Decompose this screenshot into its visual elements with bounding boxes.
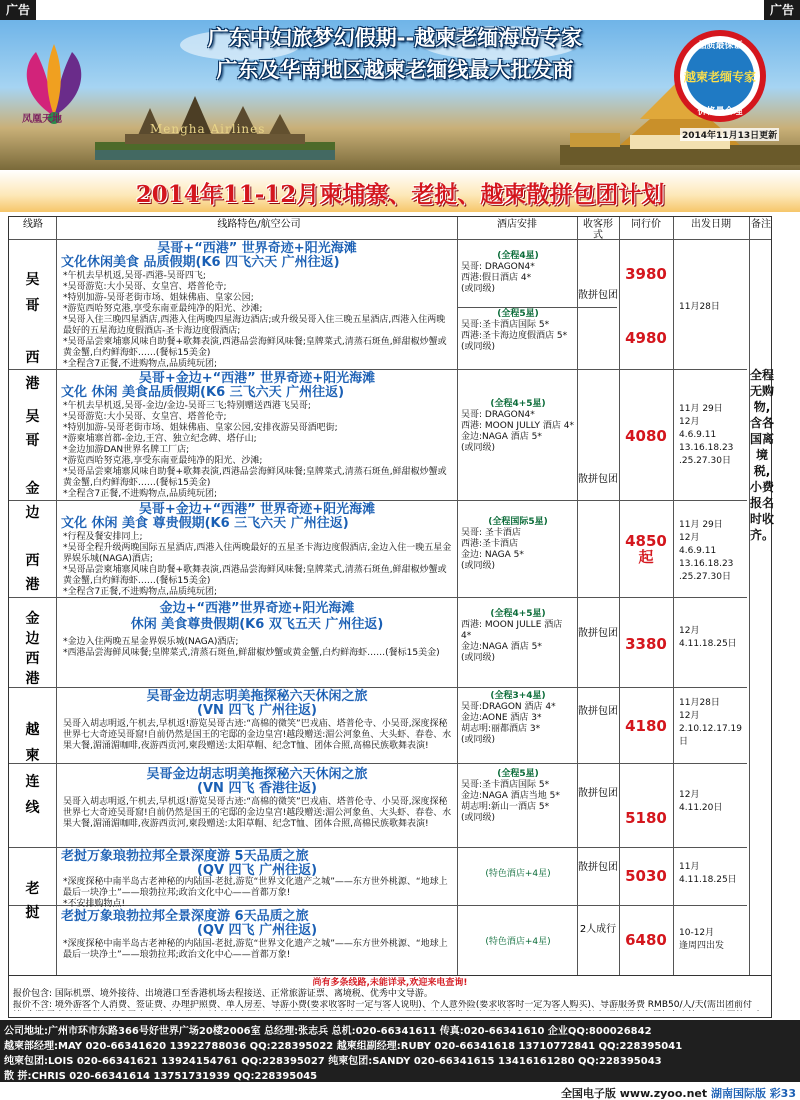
- airline-text: Mengha Airlines: [150, 122, 266, 136]
- footer-site: 全国电子版 www.zyoo.net: [560, 1087, 708, 1100]
- hotel-option: [461, 609, 575, 664]
- stamp-center-text: 越柬老缅专家: [683, 70, 757, 84]
- header-price: 同行价: [631, 219, 661, 230]
- more-routes-notice: 尚有多条线路,未能详录,欢迎来电查询!: [312, 978, 468, 988]
- contact-line-address: 公司地址:广州市环市东路366号好世界广场20楼2006室 总经理:张志兵 总机:020-66341611 传真:020-66341610 企业QQ:800026842: [4, 1026, 652, 1037]
- header-route: 线路: [23, 219, 43, 230]
- row-divider: [9, 687, 747, 688]
- booking-form: 散拼包团: [578, 474, 618, 485]
- quality-stamp-badge: [672, 28, 768, 124]
- product-title: 吴哥+金边+“西港” 世界奇迹+阳光海滩: [138, 502, 376, 517]
- hotel-option: [461, 309, 575, 353]
- footer-brand: 湖南国际版: [711, 1087, 766, 1100]
- product-bullets: *行程及餐安排同上; *吴哥全程升级两晚国际五星酒店,西港入住两晚最好的五星圣卡海边度假酒店,金边入住一晚五星金界娱乐城(NAGA)酒店; *吴哥品尝柬埔寨风味自助餐+歌舞表演,西港品尝海鲜风味餐;皇牌菜式,清蒸石斑鱼,鲜甜椒炒蟹或黄金蟹,白灼鲜海虾……(餐标15美金) *全程含7正餐,不进购物点,品质纯玩团;: [63, 532, 452, 597]
- booking-form: 散拼包团: [578, 290, 618, 301]
- region-angkor-phnompenh-sihanoukville: 吴 哥 金 边 西 港: [25, 409, 40, 593]
- contact-line-manager: 越柬部经理:MAY 020-66341620 13922788036 QQ:228395022 越柬组副经理:RUBY 020-66341618 13710772841 QQ:228395041: [4, 1041, 683, 1052]
- hotel-option: [461, 691, 575, 746]
- hotel-tag: (全程5星): [497, 769, 539, 779]
- product-subtitle: 休闲 美食尊贵假期(K6 双飞五天 广州往返): [130, 617, 384, 632]
- row-divider: [9, 763, 747, 764]
- price: 6480: [625, 931, 667, 949]
- info-section: [8, 976, 772, 1018]
- product-bullets: *深度探秘中南半岛古老神秘的内陆国-老挝,游览“世界文化遗产之城”——东方世外桃源、“地球上最后一块净土”——琅勃拉邦;政治文化中心——首都万象! *不安排购物点!: [63, 877, 448, 909]
- product-title: 吴哥金边胡志明美拖探秘六天休闲之旅: [146, 689, 368, 704]
- price-includes: 报价包含: 国际机票、境外接待、出境港口至香港机场去程接送、正常旅游证票、离境税、优秀中文导游。: [13, 989, 433, 999]
- departure-dates: 12月 4.11.20日: [679, 790, 723, 813]
- hotel-text: (特色酒店+4星): [485, 937, 551, 947]
- page-number: 彩33: [769, 1087, 796, 1100]
- product-title: 吴哥+“西港” 世界奇迹+阳光海滩: [157, 241, 357, 256]
- product-subtitle: (QV 四飞 广州往返): [196, 863, 318, 878]
- hotel-tag: (全程4+5星): [490, 399, 546, 409]
- hotel-text: 吴哥:圣卡酒店国际 5* 金边:NAGA 酒店当地 5* 胡志明:新山一酒店 5* (或同级): [461, 780, 560, 823]
- hotel-text: 吴哥: 圣卡酒店 西港:圣卡酒店 金边: NAGA 5* (或同级): [461, 528, 524, 571]
- product-title: 吴哥+金边+“西港” 世界奇迹+阳光海滩: [138, 371, 376, 386]
- hotel-option: [461, 399, 575, 454]
- hotel-option: [461, 769, 575, 824]
- product-title: 老挝万象琅勃拉邦全景深度游 5天品质之旅: [61, 849, 309, 864]
- row-divider: [9, 847, 747, 848]
- headline-primary: 广东中妇旅梦幻假期--越柬老缅海岛专家: [207, 26, 583, 50]
- stamp-bottom-text: 价格最合理: [697, 107, 743, 117]
- product-subtitle: (QV 四飞 广州往返): [196, 923, 318, 938]
- product-bullets: 吴哥入胡志明返,午机去,早机返!游览吴哥古迹:“高棉的微笑”巴戎庙、塔普伦寺、小吴哥,深度探秘世界七大奇迹吴哥窟!自前仍然是国王的宅邸的金边皇宫!越段赠送:湄公河象鱼、大头虾、春卷、水果大餐,湄涌湄咖啡,夜游西贡河,柬段赠送:太阳草帽、纪念T恤、团体合照,高棉民族歌舞表演!: [63, 719, 452, 751]
- departure-dates: 11月 29日 12月 4.6.9.11 13.16.18.23 .25.27.30日: [679, 520, 734, 582]
- departure-dates: 12月 4.11.18.25日: [679, 626, 737, 649]
- stamp-top-text: 品质最保证: [697, 41, 743, 51]
- headline-secondary: 广东及华南地区越柬老缅线最大批发商: [216, 58, 574, 82]
- price: 5180: [625, 809, 667, 827]
- price: 3380: [625, 635, 667, 653]
- region-phnompenh-sihanoukville: 金 边 西 港: [25, 611, 40, 687]
- departure-dates: 11月 4.11.18.25日: [679, 862, 737, 885]
- product-subtitle: 文化 休闲 美食品质假期(K6 三飞六天 广州往返): [61, 385, 345, 400]
- col-divider: [56, 217, 57, 975]
- main-title: 2014年11-12月柬埔寨、老挝、越柬散拼包团计划: [135, 181, 665, 208]
- col-divider: [673, 217, 674, 975]
- price: 4180: [625, 717, 667, 735]
- product-bullets: *午机去早机返,吴哥-金边/金边-吴哥三飞;特别赠送西港飞吴哥; *吴哥游览:大小吴哥、女皇宫、塔普伦寺; *特别加游-吴哥老街市场、姐妹佛庙、皇家公园,安排夜游吴哥酒吧街; *游柬埔寨首都-金边,王宫、独立纪念碑、塔仔山; *金边加游DAN世界名牌工厂店; *游览西哈努克港,享受东南亚最纯净的阳光、沙滩; *吴哥品尝柬埔寨风味自助餐+歌舞表演,西港品尝海鲜风味餐;皇牌菜式,清蒸石斑鱼,鲜甜椒炒蟹或黄金蟹,白灼鲜海虾……(餐标15美金) *全程含7正餐,不进购物点,品质纯玩团;: [63, 401, 447, 499]
- col-divider: [749, 217, 750, 975]
- hotel-option: [461, 937, 575, 948]
- product-bullets: *深度探秘中南半岛古老神秘的内陆国-老挝,游览“世界文化遗产之城”——东方世外桃源、“地球上最后一块净土”——琅勃拉邦;政治文化中心——首都万象!: [63, 939, 448, 960]
- region-laos: 老 挝: [25, 881, 40, 921]
- hotel-option: [461, 517, 575, 572]
- hotel-text: (特色酒店+4星): [485, 869, 551, 879]
- product-bullets: *午机去早机返,吴哥-西港-吴哥四飞; *吴哥游览:大小吴哥、女皇宫、塔普伦寺; *特别加游-吴哥老街市场、姐妹佛庙、皇家公园; *游览西哈努克港,享受东南亚最纯净的阳光、沙滩; *吴哥入住三晚四星酒店,西港入住两晚四星海边酒店;或升级吴哥入住三晚五星酒店,西港入住两晚最好的五星海边度假酒店-圣卡海边度假酒店; *吴哥品尝柬埔寨风味自助餐+歌舞表演,西港品尝海鲜风味餐;皇牌菜式,清蒸石斑鱼,鲜甜椒炒蟹或黄金蟹,白灼鲜海虾……(餐标15美金) *全程含7正餐,不进购物点,品质纯玩团;: [63, 271, 447, 369]
- hotel-tag: (全程4+5星): [490, 609, 546, 619]
- header-dates: 出发日期: [691, 219, 731, 230]
- hotel-option: [461, 869, 575, 880]
- booking-form: 散拼包团: [578, 862, 618, 873]
- contact-bar: [0, 1020, 800, 1082]
- contact-line-group: 纯柬包团:LOIS 020-66341621 13924154761 QQ:228395027 纯柬包团:SANDY 020-66341615 13416161280 QQ:228395043: [4, 1056, 662, 1067]
- booking-form: 散拼包团: [578, 628, 618, 639]
- price: 4980: [625, 329, 667, 347]
- product-title: 金边+“西港”世界奇迹+阳光海滩: [159, 601, 355, 616]
- hotel-tag: (全程4星): [497, 251, 539, 261]
- itinerary-table: [8, 216, 775, 976]
- product-bullets: 吴哥入胡志明返,午机去,早机返!游览吴哥古迹:“高棉的微笑”巴戎庙、塔普伦寺、小吴哥,深度探秘世界七大奇迹吴哥窟!自前仍然是国王的宅邸的金边皇宫!越段赠送:湄公河象鱼、大头虾、春卷、水果大餐,湄涌湄咖啡,夜游西贡河,柬段赠送:太阳草帽、纪念T恤、团体合照,高棉民族歌舞表演!: [63, 797, 452, 829]
- header-features: 线路特色/航空公司: [217, 219, 301, 230]
- update-date: 2014年11月13日更新: [680, 128, 779, 141]
- departure-dates: 11月 29日 12月 4.6.9.11 13.16.18.23 .25.27.30日: [679, 404, 734, 466]
- booking-form: 散拼包团: [578, 706, 618, 717]
- hotel-text: 吴哥:圣卡酒店国际 5* 西港:圣卡海边度假酒店 5* (或同级): [461, 320, 568, 352]
- hotel-tag: (全程国际5星): [488, 517, 548, 527]
- hotel-tag: (全程3+4星): [490, 691, 546, 701]
- hotel-text: 吴哥: DRAGON4* 西港: MOON JULLY 酒店 4* 金边:NAGA 酒店 5* (或同级): [461, 410, 574, 453]
- ad-label-right: 广告: [764, 0, 800, 20]
- product-subtitle: (VN 四飞 香港往返): [197, 781, 317, 796]
- hotel-option: [461, 251, 575, 295]
- ad-label-left: 广告: [0, 0, 36, 20]
- booking-form: 散拼包团: [578, 788, 618, 799]
- header-form: 收客形式: [583, 219, 613, 241]
- price: 3980: [625, 265, 667, 283]
- product-subtitle: (VN 四飞 广州往返): [197, 703, 317, 718]
- footer-text: [561, 1085, 766, 1100]
- hotel-divider: [457, 307, 617, 308]
- row-divider: [9, 500, 747, 501]
- region-vietnam-cambodia: 越 柬 连 线: [25, 722, 40, 816]
- hotel-text: 西港: MOON JULLE 酒店 4* 金边:NAGA 酒店 5* (或同级): [461, 620, 563, 663]
- hotel-text: 吴哥:DRAGON 酒店 4* 金边:AONE 酒店 3* 胡志明:丽都酒店 3* (或同级): [461, 702, 556, 745]
- header-divider: [9, 239, 771, 240]
- booking-form: 2人成行: [579, 924, 617, 935]
- departure-dates: 11月28日: [679, 302, 720, 312]
- contact-line-sales: 散 拼:CHRIS 020-66341614 13751731939 QQ:228395045: [4, 1071, 318, 1082]
- departure-dates: 10-12月 逢周四出发: [679, 928, 725, 951]
- hotel-text: 吴哥: DRAGON4* 西港:假日酒店 4* (或同级): [461, 262, 535, 294]
- product-subtitle: 文化休闲美食 品质假期(K6 四飞六天 广州往返): [61, 255, 340, 270]
- remarks-note: 全程无购物,含各国离境税,小费报名时收齐。: [750, 368, 775, 542]
- product-title: 吴哥金边胡志明美拖探秘六天休闲之旅: [146, 767, 368, 782]
- col-divider: [619, 217, 620, 975]
- hotel-tag: (全程5星): [497, 309, 539, 319]
- logo-text: 凤凰天地: [22, 114, 62, 125]
- price: 4850起: [625, 532, 667, 566]
- price: 4080: [625, 427, 667, 445]
- header-hotel: 酒店安排: [497, 219, 537, 230]
- footer: [0, 1084, 800, 1100]
- product-title: 老挝万象琅勃拉邦全景深度游 6天品质之旅: [61, 909, 309, 924]
- product-subtitle: 文化 休闲 美食 尊贵假期(K6 三飞六天 广州往返): [61, 516, 349, 531]
- product-bullets: *金边入住两晚五星金界娱乐城(NAGA)酒店; *西港品尝海鲜风味餐;皇牌菜式,清蒸石斑鱼,鲜甜椒炒蟹或黄金蟹,白灼鲜海虾……(餐标15美金): [63, 637, 440, 658]
- header-note: 备注: [751, 219, 771, 230]
- price: 5030: [625, 867, 667, 885]
- region-angkor-sihanoukville: 吴 哥 西 港: [25, 272, 40, 392]
- price-excludes: 报价不含: 境外游客个人消费、签证费、办理护照费、单人房差、导游小费(要求收客时一定与客人说明)、个人意外险(要求收客时一定为客人购买)、导游服务费 RMB50/人/天(需出团前付: [13, 1000, 753, 1010]
- col-divider: [457, 217, 458, 975]
- departure-dates: 11月28日 12月 2.10.12.17.19日: [679, 698, 742, 747]
